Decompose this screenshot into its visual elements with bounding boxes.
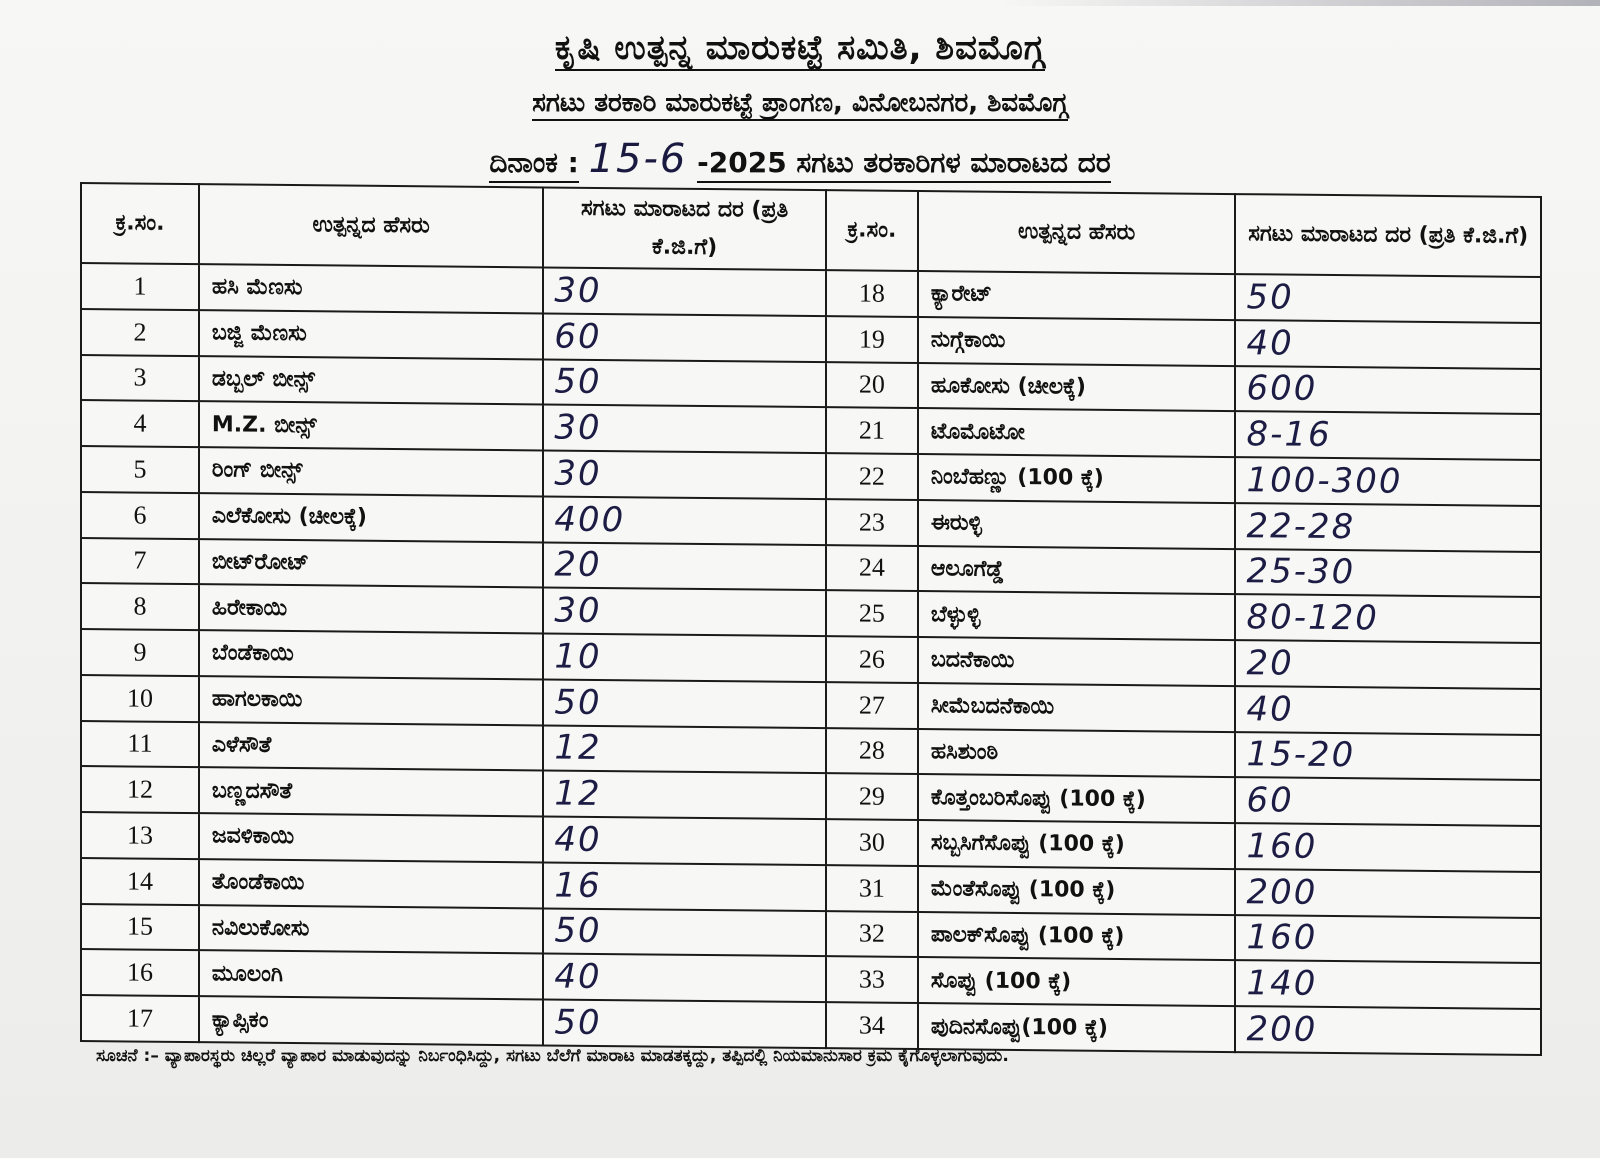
serial-number-cell: 2 <box>81 309 199 356</box>
serial-number-cell: 5 <box>81 446 199 493</box>
serial-number-cell: 12 <box>81 766 199 813</box>
price-cell: 30 <box>543 405 826 453</box>
paper-edge-shadow <box>1000 0 1600 6</box>
document-subtitle: ಸಗಟು ತರಕಾರಿ ಮಾರುಕಟ್ಟೆ ಪ್ರಾಂಗಣ, ವಿನೋಬನಗರ, ಶಿವಮೊಗ್ಗ <box>0 88 1600 119</box>
serial-number-cell: 25 <box>826 590 918 637</box>
price-cell: 50 <box>543 359 826 407</box>
product-name-cell: ನುಗ್ಗೆಕಾಯಿ <box>918 317 1236 366</box>
serial-number-cell: 31 <box>826 865 918 912</box>
product-name-cell: ಬಜ್ಜಿ ಮೆಣಸು <box>199 310 543 359</box>
document-title: ಕೃಷಿ ಉತ್ಪನ್ನ ಮಾರುಕಟ್ಟೆ ಸಮಿತಿ, ಶಿವಮೊಗ್ಗ <box>0 28 1600 68</box>
product-name-cell: ಎಳೆಸೌತೆ <box>199 722 543 771</box>
date-label: ದಿನಾಂಕ : <box>489 146 579 183</box>
product-name-cell: ಸೊಪ್ಪು (100 ಕ್ಕೆ) <box>918 957 1236 1006</box>
price-cell: 25-30 <box>1235 549 1541 598</box>
price-cell: 50 <box>543 908 826 956</box>
price-cell: 12 <box>543 725 826 773</box>
price-cell: 200 <box>1235 1006 1541 1055</box>
date-suffix: -2025 ಸಗಟು ತರಕಾರಿಗಳ ಮಾರಾಟದ ದರ <box>697 146 1111 183</box>
price-cell: 30 <box>543 450 826 498</box>
product-name-cell: ಬೆಂಡೆಕಾಯಿ <box>199 630 543 679</box>
table-body <box>81 263 1541 1055</box>
product-name-cell: ಈರುಳ್ಳಿ <box>918 500 1236 549</box>
price-cell: 40 <box>543 816 826 864</box>
header-price-right: ಸಗಟು ಮಾರಾಟದ ದರ (ಪ್ರತಿ ಕೆ.ಜಿ.ಗೆ) <box>1235 194 1541 277</box>
serial-number-cell: 3 <box>81 355 199 402</box>
product-name-cell: ಹಾಗಲಕಾಯಿ <box>199 676 543 725</box>
price-cell: 16 <box>543 862 826 910</box>
price-cell: 160 <box>1235 915 1541 964</box>
serial-number-cell: 9 <box>81 629 199 676</box>
product-name-cell: ರಿಂಗ್ ಬೀನ್ಸ್ <box>199 447 543 496</box>
price-cell: 50 <box>543 679 826 727</box>
serial-number-cell: 15 <box>81 904 199 951</box>
price-cell: 12 <box>543 771 826 819</box>
product-name-cell: ಕೊತ್ತಂಬರಿಸೊಪ್ಪು (100 ಕ್ಕೆ) <box>918 774 1236 823</box>
header-name-right: ಉತ್ಪನ್ನದ ಹೆಸರು <box>918 191 1236 274</box>
price-cell: 600 <box>1235 366 1541 415</box>
product-name-cell: M.Z. ಬೀನ್ಸ್ <box>199 401 543 450</box>
product-name-cell: ನಿಂಬೆಹಣ್ಣು (100 ಕ್ಕೆ) <box>918 454 1236 503</box>
serial-number-cell: 18 <box>826 270 918 317</box>
serial-number-cell: 26 <box>826 636 918 683</box>
price-cell: 10 <box>543 633 826 681</box>
serial-number-cell: 20 <box>826 362 918 409</box>
serial-number-cell: 11 <box>81 721 199 768</box>
serial-number-cell: 14 <box>81 858 199 905</box>
serial-number-cell: 19 <box>826 316 918 363</box>
price-cell: 30 <box>543 588 826 636</box>
serial-number-cell: 22 <box>826 453 918 500</box>
serial-number-cell: 21 <box>826 407 918 454</box>
serial-number-cell: 16 <box>81 949 199 996</box>
table-header-row <box>81 183 1541 277</box>
product-name-cell: ಪಾಲಕ್‌ಸೊಪ್ಪು (100 ಕ್ಕೆ) <box>918 912 1236 961</box>
price-cell: 140 <box>1235 960 1541 1009</box>
price-cell: 60 <box>543 313 826 361</box>
header-sn-left: ಕ್ರ.ಸಂ. <box>81 183 199 264</box>
serial-number-cell: 1 <box>81 263 199 310</box>
price-cell: 200 <box>1235 869 1541 918</box>
price-cell: 40 <box>543 954 826 1002</box>
serial-number-cell: 4 <box>81 400 199 447</box>
product-name-cell: ಹಿರೇಕಾಯಿ <box>199 584 543 633</box>
serial-number-cell: 29 <box>826 773 918 820</box>
product-name-cell: ನವಿಲುಕೋಸು <box>199 905 543 954</box>
price-cell: 40 <box>1235 686 1541 735</box>
date-handwritten: 15-6 <box>588 136 688 182</box>
header-sn-right: ಕ್ರ.ಸಂ. <box>826 190 918 271</box>
serial-number-cell: 8 <box>81 583 199 630</box>
header-name-left: ಉತ್ಪನ್ನದ ಹೆಸರು <box>199 184 543 267</box>
product-name-cell: ಕ್ಯಾರೇಟ್ <box>918 271 1236 320</box>
footer-note: ಸೂಚನೆ :– ವ್ಯಾಪಾರಸ್ಥರು ಚಿಲ್ಲರೆ ವ್ಯಾಪಾರ ಮಾಡುವುದನ್ನು ನಿರ್ಬಂಧಿಸಿದ್ದು, ಸಗಟು ಬೆಲೆಗೆ ಮಾರಾಟ ಮಾಡತಕ್ಕದ್ದು, ತಪ್ಪಿದಲ್ಲಿ ನಿಯಮಾನುಸಾರ ಕ್ರಮ ಕೈಗೊಳ್ಳಲಾಗುವುದು. <box>96 1046 1009 1066</box>
price-cell: 60 <box>1235 777 1541 826</box>
price-cell: 160 <box>1235 823 1541 872</box>
price-cell: 50 <box>543 999 826 1048</box>
serial-number-cell: 27 <box>826 682 918 729</box>
serial-number-cell: 32 <box>826 911 918 958</box>
serial-number-cell: 17 <box>81 995 199 1042</box>
serial-number-cell: 7 <box>81 538 199 585</box>
price-cell: 20 <box>1235 640 1541 689</box>
serial-number-cell: 28 <box>826 728 918 775</box>
product-name-cell: ಮೂಲಂಗಿ <box>199 950 543 999</box>
product-name-cell: ಬಣ್ಣದಸೌತೆ <box>199 767 543 816</box>
price-cell: 30 <box>543 267 826 315</box>
serial-number-cell: 23 <box>826 499 918 546</box>
price-table <box>80 182 1542 1056</box>
serial-number-cell: 6 <box>81 492 199 539</box>
product-name-cell: ಸಬ್ಬಸಿಗೆಸೊಪ್ಪು (100 ಕ್ಕೆ) <box>918 820 1236 869</box>
price-cell: 40 <box>1235 320 1541 369</box>
price-cell: 8-16 <box>1235 411 1541 460</box>
product-name-cell: ಸೀಮೆಬದನೆಕಾಯಿ <box>918 683 1236 732</box>
price-cell: 400 <box>543 496 826 544</box>
product-name-cell: ಟೊಮೊಟೋ <box>918 408 1236 457</box>
product-name-cell: ಆಲೂಗೆಡ್ಡೆ <box>918 546 1236 595</box>
serial-number-cell: 33 <box>826 956 918 1003</box>
product-name-cell: ಪುದಿನಸೊಪ್ಪು(100 ಕ್ಕೆ) <box>918 1003 1236 1052</box>
product-name-cell: ಬದನೆಕಾಯಿ <box>918 637 1236 686</box>
price-cell: 80-120 <box>1235 594 1541 643</box>
serial-number-cell: 30 <box>826 819 918 866</box>
product-name-cell: ಹಸಿಶುಂಠಿ <box>918 729 1236 778</box>
price-table-wrap <box>80 182 1542 1056</box>
product-name-cell: ಕ್ಯಾಪ್ಸಿಕಂ <box>199 996 543 1045</box>
product-name-cell: ಹೂಕೋಸು (ಚೀಲಕ್ಕೆ) <box>918 363 1236 412</box>
product-name-cell: ಎಲೆಕೋಸು (ಚೀಲಕ್ಕೆ) <box>199 493 543 542</box>
header-price-left: ಸಗಟು ಮಾರಾಟದ ದರ (ಪ್ರತಿ ಕೆ.ಜಿ.ಗೆ) <box>543 187 826 270</box>
product-name-cell: ಡಬ್ಬಲ್ ಬೀನ್ಸ್ <box>199 356 543 405</box>
product-name-cell: ಜವಳಿಕಾಯಿ <box>199 813 543 862</box>
price-cell: 100-300 <box>1235 457 1541 506</box>
serial-number-cell: 34 <box>826 1002 918 1049</box>
product-name-cell: ಹಸಿ ಮೆಣಸು <box>199 264 543 313</box>
price-cell: 50 <box>1235 274 1541 323</box>
serial-number-cell: 10 <box>81 675 199 722</box>
product-name-cell: ಬೆಳ್ಳುಳ್ಳಿ <box>918 591 1236 640</box>
price-cell: 20 <box>543 542 826 590</box>
serial-number-cell: 13 <box>81 812 199 859</box>
product-name-cell: ತೊಂಡೆಕಾಯಿ <box>199 859 543 908</box>
product-name-cell: ಬೀಟ್‌ರೋಟ್ <box>199 539 543 588</box>
product-name-cell: ಮೆಂತೆಸೊಪ್ಪು (100 ಕ್ಕೆ) <box>918 866 1236 915</box>
date-line <box>0 136 1600 182</box>
price-cell: 15-20 <box>1235 732 1541 781</box>
price-cell: 22-28 <box>1235 503 1541 552</box>
serial-number-cell: 24 <box>826 545 918 592</box>
